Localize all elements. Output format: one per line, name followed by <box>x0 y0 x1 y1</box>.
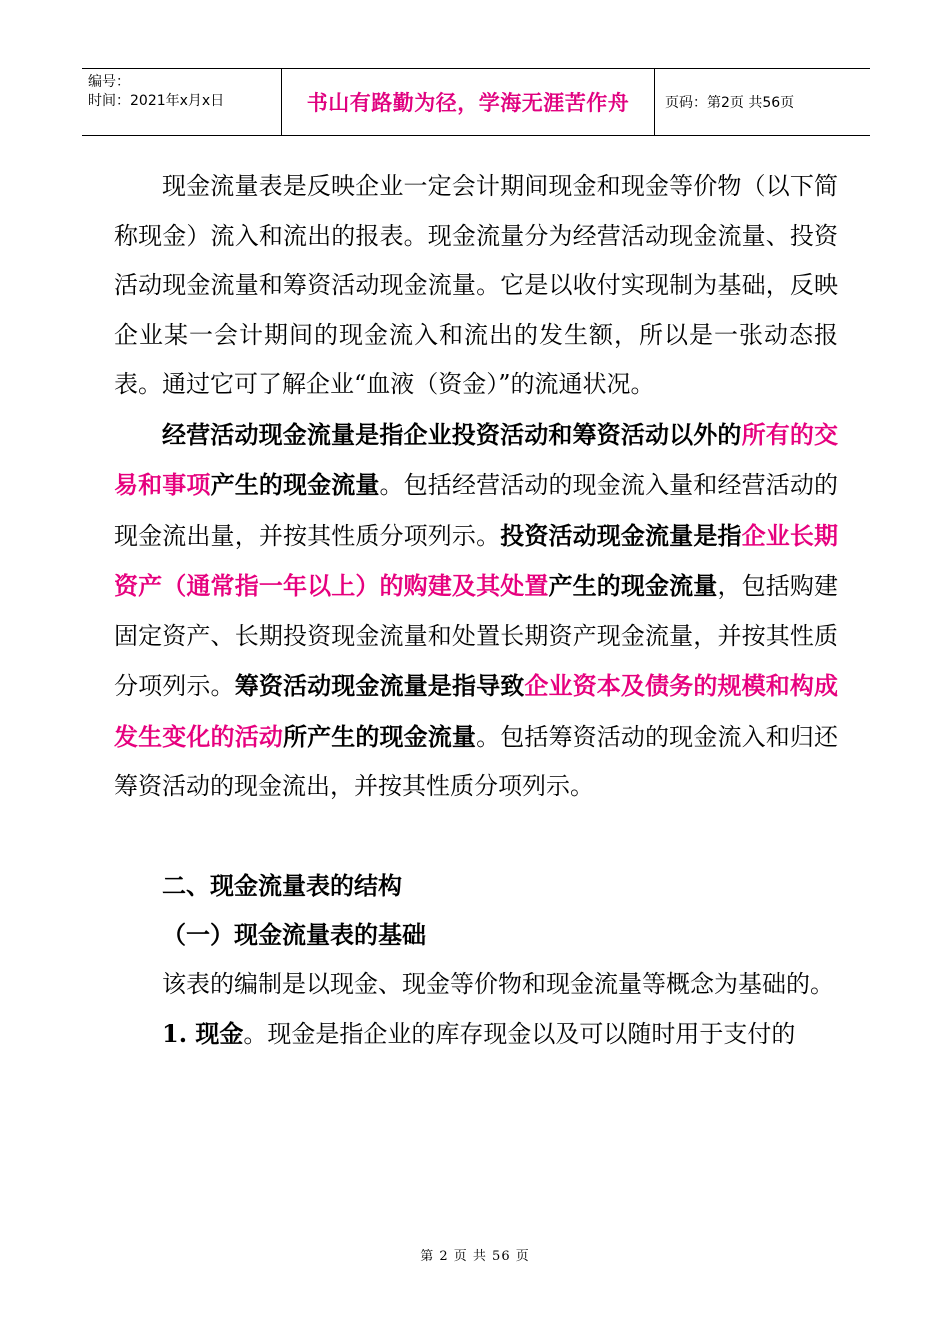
text-investing-definition: 投资活动现金流量是指 <box>500 520 742 550</box>
header-page-code: 页码：第2页 共56页 <box>665 95 795 111</box>
text-operating-detail: 。包括经营活动的现金流入量和经营活动的现金流出量，并按其性质分项列示。 <box>114 471 839 550</box>
text-financing-definition: 筹资活动现金流量是指导致 <box>234 671 525 700</box>
text-operating-definition: 经营活动现金流量是指企业投资活动和筹资活动以外的 <box>162 419 742 449</box>
text-highlight-transactions: 所有的交易和事项 <box>114 419 839 499</box>
document-number-label: 编号： <box>88 74 130 90</box>
text-financing-cashflow: 所产生的现金流量 <box>282 721 477 751</box>
section-spacer <box>114 812 838 861</box>
header-meta <box>82 69 282 135</box>
text-highlight-long-term-assets: 企业长期资产（通常指一年以上）的购建及其处置 <box>114 520 839 600</box>
page-footer: 第 2 页 共 56 页 <box>420 1249 530 1264</box>
paragraph-activity-definitions <box>114 410 838 812</box>
document-body <box>114 162 838 1060</box>
page-header <box>82 68 870 136</box>
text-investing-detail: ，包括购建固定资产、长期投资现金流量和处置长期资产现金流量，并按其性质分项列示。 <box>114 572 839 700</box>
paragraph-basis: 该表的编制是以现金、现金等价物和现金流量等概念为基础的。 <box>162 969 834 998</box>
subsection-heading: （一）现金流量表的基础 <box>162 920 426 949</box>
document-time-label: 时间：2021年x月x日 <box>88 93 225 109</box>
text-investing-cashflow: 产生的现金流量 <box>548 571 718 600</box>
text-financing-detail: 。包括筹资活动的现金流入和归还筹资活动的现金流出，并按其性质分项列示。 <box>114 722 839 800</box>
header-motto: 书山有路勤为径，学海无涯苦作舟 <box>282 69 655 135</box>
paragraph-intro: 现金流量表是反映企业一定会计期间现金和现金等价物（以下简称现金）流入和流出的报表。现金流量分为经营活动现金流量、投资活动现金流量和筹资活动现金流量。它是以收付实现制为基础，反映企业某一会计期间的现金流入和流出的发生额，所以是一张动态报表。通过它可了解企业“血液（资金）”的流通状况。 <box>114 172 838 398</box>
text-cash-term: 1. 现金 <box>162 1019 244 1048</box>
text-operating-cashflow: 产生的现金流量 <box>210 470 380 499</box>
text-cash-definition: 。现金是指企业的库存现金以及可以随时用于支付的 <box>243 1020 796 1048</box>
text-highlight-capital-debt: 企业资本及债务的规模和构成发生变化的活动 <box>114 671 839 751</box>
section-heading: 二、现金流量表的结构 <box>162 870 402 900</box>
paragraph-cash <box>114 1009 838 1060</box>
